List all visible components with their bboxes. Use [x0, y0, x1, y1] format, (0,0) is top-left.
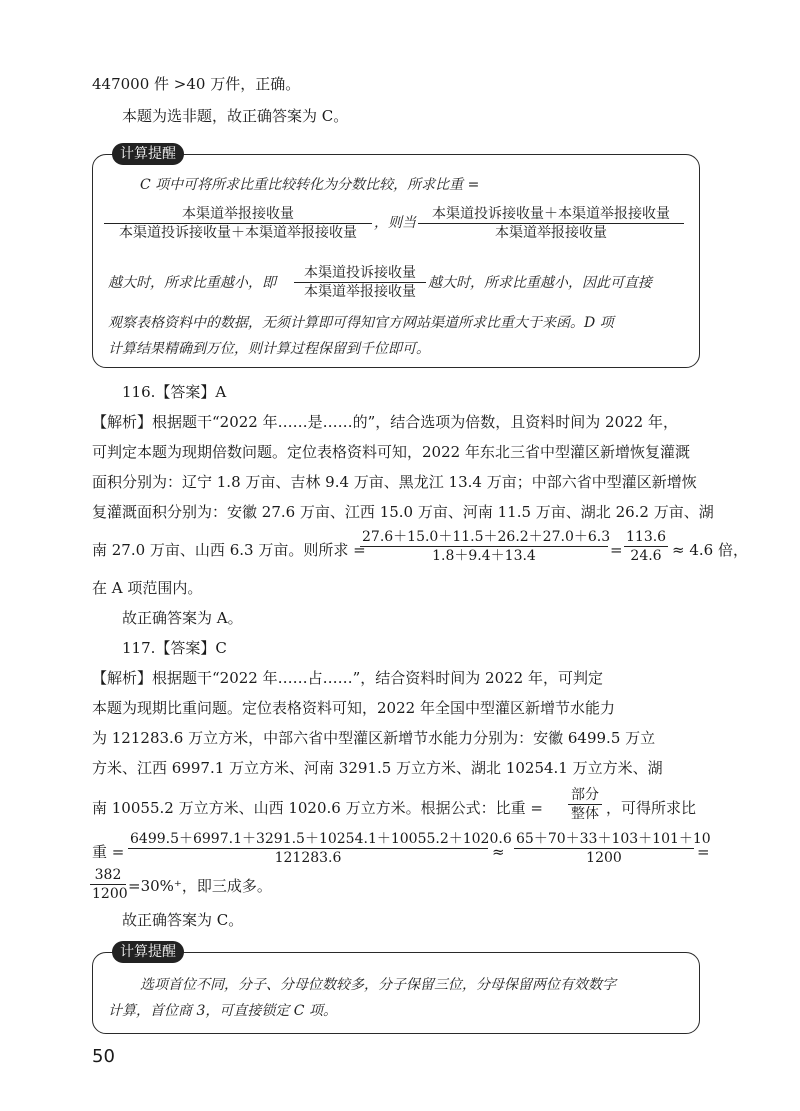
fraction — [90, 866, 126, 903]
tip-text: ，则当 — [374, 215, 416, 231]
fraction — [418, 205, 684, 242]
fraction-numerator: 6499.5＋6997.1＋3291.5＋10254.1＋10055.2＋1020.6 — [130, 831, 512, 847]
fraction-numerator: 65＋70＋33＋103＋101＋10 — [516, 831, 711, 847]
fraction-denominator: 本渠道举报接收量 — [495, 225, 607, 241]
text-line: 故正确答案为 C。 — [122, 911, 244, 929]
text-line: 【解析】根据题干“2022 年……是……的”，结合选项为倍数，且资料时间为 2022 年， — [92, 413, 678, 431]
fraction — [128, 830, 512, 867]
fraction-denominator: 整体 — [571, 806, 599, 822]
text-line: 447000 件 >40 万件，正确。 — [92, 75, 301, 93]
text-line: 面积分别为：辽宁 1.8 万亩、吉林 9.4 万亩、黑龙江 13.4 万亩；中部六省中型灌区新增恢 — [92, 473, 697, 491]
fraction-denominator: 本渠道举报接收量 — [304, 284, 416, 300]
text-line: 南 27.0 万亩、山西 6.3 万亩。则所求 = — [92, 541, 366, 559]
tip-text: 计算结果精确到万位，则计算过程保留到千位即可。 — [108, 341, 430, 357]
fraction — [360, 528, 611, 565]
tip-text: 越大时，所求比重越小，因此可直接 — [428, 275, 652, 291]
fraction — [294, 264, 426, 301]
fraction-numerator: 部分 — [568, 786, 602, 805]
text-line: 本题为现期比重问题。定位表格资料可知，2022 年全国中型灌区新增节水能力 — [92, 699, 615, 717]
text-line: 可判定本题为现期倍数问题。定位表格资料可知，2022 年东北三省中型灌区新增恢复灌溉 — [92, 443, 690, 461]
text-line: 故正确答案为 A。 — [122, 609, 243, 627]
fraction-denominator: 1.8＋9.4＋13.4 — [432, 548, 536, 564]
fraction-denominator: 本渠道投诉接收量＋本渠道举报接收量 — [119, 225, 357, 241]
fraction — [568, 786, 602, 823]
fraction-denominator: 24.6 — [630, 548, 662, 564]
page-number: 50 — [92, 1046, 115, 1067]
text-line: 重 = — [92, 843, 125, 861]
calc-tip-badge: 计算提醒 — [112, 143, 184, 165]
text-line: 方米、江西 6997.1 万立方米、河南 3291.5 万立方米、湖北 10254.1 万立方米、湖 — [92, 759, 663, 777]
tip-text: 越大时，所求比重越小，即 — [108, 275, 276, 291]
tip-text: 观察表格资料中的数据，无须计算即可得知官方网站渠道所求比重大于来函。D 项 — [108, 315, 614, 331]
fraction — [514, 830, 711, 867]
text-line: 南 10055.2 万立方米、山西 1020.6 万立方米。根据公式：比重 = — [92, 799, 543, 817]
fraction-denominator: 1200 — [92, 886, 128, 902]
tip-text: 计算，首位商 3，可直接锁定 C 项。 — [108, 1003, 337, 1019]
answer-heading: 116.【答案】A — [122, 383, 227, 401]
approx-sign: ≈ — [492, 843, 505, 861]
text-line: =30%⁺，即三成多。 — [128, 877, 272, 895]
fraction — [624, 528, 668, 565]
fraction-numerator: 27.6＋15.0＋11.5＋26.2＋27.0＋6.3 — [362, 529, 611, 545]
fraction-numerator: 本渠道投诉接收量＋本渠道举报接收量 — [418, 205, 684, 224]
text-line: 本题为选非题，故正确答案为 C。 — [122, 107, 349, 125]
fraction-denominator: 1200 — [586, 850, 622, 866]
fraction-numerator: 382 — [90, 866, 126, 885]
fraction-numerator: 本渠道举报接收量 — [104, 205, 372, 224]
text-line: 为 121283.6 万立方米，中部六省中型灌区新增节水能力分别为：安徽 6499.5 万立 — [92, 729, 656, 747]
text-line: 复灌溉面积分别为：安徽 27.6 万亩、江西 15.0 万亩、河南 11.5 万亩、湖北 26.2 万亩、湖 — [92, 503, 714, 521]
fraction-numerator: 113.6 — [626, 529, 667, 545]
calc-tip-badge: 计算提醒 — [112, 941, 184, 963]
equals-sign: = — [610, 541, 623, 559]
fraction — [104, 205, 372, 242]
fraction-denominator: 121283.6 — [274, 850, 342, 866]
text-line: ，可得所求比 — [606, 799, 697, 817]
tip-text: 选项首位不同，分子、分母位数较多，分子保留三位，分母保留两位有效数字 — [140, 977, 616, 993]
text-line: 【解析】根据题干“2022 年……占……”，结合资料时间为 2022 年，可判定 — [92, 669, 603, 687]
text-line: ≈ 4.6 倍， — [672, 541, 748, 559]
tip-text: C 项中可将所求比重比较转化为分数比较，所求比重 = — [140, 177, 480, 193]
answer-heading: 117.【答案】C — [122, 639, 227, 657]
text-line: 在 A 项范围内。 — [92, 579, 203, 597]
equals-sign: = — [697, 843, 710, 861]
fraction-numerator: 本渠道投诉接收量 — [294, 264, 426, 283]
